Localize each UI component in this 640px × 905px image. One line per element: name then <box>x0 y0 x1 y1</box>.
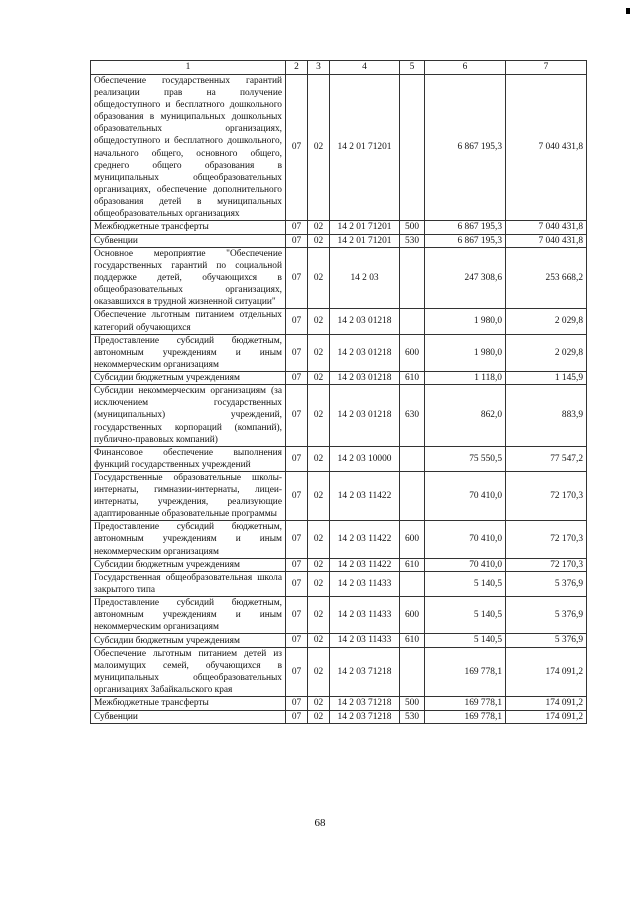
expense-type-cell <box>400 75 425 221</box>
header-cell: 4 <box>330 61 400 75</box>
target-article-cell: 14 2 01 71201 <box>330 234 400 247</box>
section-code-cell: 07 <box>286 634 308 647</box>
amount-year1-cell: 6 867 195,3 <box>425 75 506 221</box>
amount-year1-cell: 1 980,0 <box>425 309 506 334</box>
expense-type-cell: 600 <box>400 334 425 371</box>
amount-year1-cell: 169 778,1 <box>425 647 506 696</box>
item-name-cell: Субсидии бюджетным учреждениям <box>91 371 286 384</box>
item-name-cell: Межбюджетные трансферты <box>91 221 286 234</box>
item-name-cell: Субвенции <box>91 710 286 723</box>
amount-year2-cell: 7 040 431,8 <box>506 234 587 247</box>
subsection-code-cell: 02 <box>308 446 330 471</box>
section-code-cell: 07 <box>286 710 308 723</box>
section-code-cell: 07 <box>286 75 308 221</box>
subsection-code-cell: 02 <box>308 234 330 247</box>
subsection-code-cell: 02 <box>308 647 330 696</box>
table-row <box>91 597 587 634</box>
table-row <box>91 446 587 471</box>
target-article-cell: 14 2 03 71218 <box>330 710 400 723</box>
section-code-cell: 07 <box>286 558 308 571</box>
target-article-cell: 14 2 03 10000 <box>330 446 400 471</box>
table-row <box>91 558 587 571</box>
amount-year2-cell: 2 029,8 <box>506 309 587 334</box>
section-code-cell: 07 <box>286 221 308 234</box>
table-row <box>91 334 587 371</box>
header-cell: 1 <box>91 61 286 75</box>
target-article-cell: 14 2 03 71218 <box>330 647 400 696</box>
amount-year1-cell: 1 980,0 <box>425 334 506 371</box>
section-code-cell: 07 <box>286 471 308 520</box>
target-article-cell: 14 2 03 71218 <box>330 697 400 710</box>
amount-year1-cell: 169 778,1 <box>425 710 506 723</box>
expense-type-cell <box>400 446 425 471</box>
amount-year2-cell: 7 040 431,8 <box>506 75 587 221</box>
subsection-code-cell: 02 <box>308 634 330 647</box>
item-name-cell: Государственная общеобразовательная школа закрытого типа <box>91 572 286 597</box>
item-name-cell: Обеспечение государственных гарантий реализации прав на получение общедоступного и бесплатного дошкольного образования в муниципальных дошкольных образовательных организациях, общедоступного и бесплатного дошкольного, начального общего, основного общего, среднего общего образования в муниципальных общеобразовательных организациях, обеспечение дополнительного образования детей в муниципальных общеобразовательных организациях <box>91 75 286 221</box>
subsection-code-cell: 02 <box>308 385 330 446</box>
header-cell: 2 <box>286 61 308 75</box>
section-code-cell: 07 <box>286 597 308 634</box>
table-row <box>91 697 587 710</box>
item-name-cell: Субсидии бюджетным учреждениям <box>91 634 286 647</box>
target-article-cell: 14 2 03 11433 <box>330 572 400 597</box>
amount-year2-cell: 2 029,8 <box>506 334 587 371</box>
target-article-cell: 14 2 01 71201 <box>330 75 400 221</box>
subsection-code-cell: 02 <box>308 334 330 371</box>
item-name-cell: Основное мероприятие "Обеспечение государственных гарантий по социальной поддержке детей, обучающихся в общеобразовательных организациях, оказавшихся в трудной жизненной ситуации" <box>91 247 286 308</box>
page-number: 68 <box>314 817 326 829</box>
target-article-cell: 14 2 03 11422 <box>330 471 400 520</box>
expense-type-cell: 610 <box>400 371 425 384</box>
target-article-cell: 14 2 03 01218 <box>330 334 400 371</box>
table-row <box>91 385 587 446</box>
table-row <box>91 221 587 234</box>
target-article-cell: 14 2 03 01218 <box>330 371 400 384</box>
amount-year1-cell: 247 308,6 <box>425 247 506 308</box>
target-article-cell: 14 2 03 11422 <box>330 558 400 571</box>
expense-type-cell: 600 <box>400 597 425 634</box>
amount-year1-cell: 6 867 195,3 <box>425 234 506 247</box>
header-cell: 3 <box>308 61 330 75</box>
subsection-code-cell: 02 <box>308 597 330 634</box>
amount-year1-cell: 6 867 195,3 <box>425 221 506 234</box>
budget-table <box>90 60 587 724</box>
amount-year1-cell: 5 140,5 <box>425 597 506 634</box>
table-row <box>91 572 587 597</box>
table-row <box>91 521 587 558</box>
expense-type-cell: 630 <box>400 385 425 446</box>
subsection-code-cell: 02 <box>308 471 330 520</box>
expense-type-cell <box>400 572 425 597</box>
table-row <box>91 634 587 647</box>
item-name-cell: Предоставление субсидий бюджетным, автономным учреждениям и иным некоммерческим организациям <box>91 597 286 634</box>
header-cell: 5 <box>400 61 425 75</box>
expense-type-cell: 610 <box>400 634 425 647</box>
expense-type-cell: 610 <box>400 558 425 571</box>
target-article-cell: 14 2 03 <box>330 247 400 308</box>
expense-type-cell <box>400 471 425 520</box>
section-code-cell: 07 <box>286 334 308 371</box>
amount-year2-cell: 253 668,2 <box>506 247 587 308</box>
amount-year2-cell: 72 170,3 <box>506 471 587 520</box>
target-article-cell: 14 2 01 71201 <box>330 221 400 234</box>
item-name-cell: Государственные образовательные школы-интернаты, гимназии-интернаты, лицеи-интернаты, учреждения, реализующие адаптированные образовательные программы <box>91 471 286 520</box>
subsection-code-cell: 02 <box>308 521 330 558</box>
section-code-cell: 07 <box>286 247 308 308</box>
amount-year2-cell: 5 376,9 <box>506 572 587 597</box>
amount-year1-cell: 862,0 <box>425 385 506 446</box>
section-code-cell: 07 <box>286 446 308 471</box>
subsection-code-cell: 02 <box>308 75 330 221</box>
table-row <box>91 647 587 696</box>
target-article-cell: 14 2 03 01218 <box>330 385 400 446</box>
section-code-cell: 07 <box>286 385 308 446</box>
subsection-code-cell: 02 <box>308 221 330 234</box>
subsection-code-cell: 02 <box>308 247 330 308</box>
expense-type-cell: 530 <box>400 710 425 723</box>
section-code-cell: 07 <box>286 572 308 597</box>
table-row <box>91 247 587 308</box>
amount-year1-cell: 70 410,0 <box>425 471 506 520</box>
amount-year1-cell: 70 410,0 <box>425 521 506 558</box>
table-row <box>91 710 587 723</box>
header-cell: 6 <box>425 61 506 75</box>
header-row <box>91 61 587 75</box>
item-name-cell: Субвенции <box>91 234 286 247</box>
table-row <box>91 234 587 247</box>
amount-year1-cell: 5 140,5 <box>425 572 506 597</box>
amount-year1-cell: 70 410,0 <box>425 558 506 571</box>
item-name-cell: Субсидии бюджетным учреждениям <box>91 558 286 571</box>
item-name-cell: Субсидии некоммерческим организациям (за исключением государственных (муниципальных) учреждений, государственных корпораций (компаний), публично-правовых компаний) <box>91 385 286 446</box>
target-article-cell: 14 2 03 01218 <box>330 309 400 334</box>
expense-type-cell <box>400 647 425 696</box>
expense-type-cell: 600 <box>400 521 425 558</box>
amount-year2-cell: 174 091,2 <box>506 647 587 696</box>
target-article-cell: 14 2 03 11433 <box>330 634 400 647</box>
amount-year1-cell: 1 118,0 <box>425 371 506 384</box>
section-code-cell: 07 <box>286 234 308 247</box>
section-code-cell: 07 <box>286 697 308 710</box>
subsection-code-cell: 02 <box>308 558 330 571</box>
amount-year2-cell: 77 547,2 <box>506 446 587 471</box>
target-article-cell: 14 2 03 11422 <box>330 521 400 558</box>
item-name-cell: Межбюджетные трансферты <box>91 697 286 710</box>
expense-type-cell <box>400 247 425 308</box>
amount-year2-cell: 72 170,3 <box>506 521 587 558</box>
scan-mark <box>626 8 630 14</box>
expense-type-cell <box>400 309 425 334</box>
amount-year2-cell: 72 170,3 <box>506 558 587 571</box>
expense-type-cell: 500 <box>400 221 425 234</box>
section-code-cell: 07 <box>286 521 308 558</box>
section-code-cell: 07 <box>286 647 308 696</box>
amount-year2-cell: 5 376,9 <box>506 597 587 634</box>
section-code-cell: 07 <box>286 309 308 334</box>
amount-year2-cell: 174 091,2 <box>506 697 587 710</box>
expense-type-cell: 500 <box>400 697 425 710</box>
amount-year2-cell: 883,9 <box>506 385 587 446</box>
amount-year2-cell: 5 376,9 <box>506 634 587 647</box>
header-cell: 7 <box>506 61 587 75</box>
item-name-cell: Обеспечение льготным питанием отдельных категорий обучающихся <box>91 309 286 334</box>
table-row <box>91 371 587 384</box>
table-row <box>91 309 587 334</box>
amount-year1-cell: 75 550,5 <box>425 446 506 471</box>
target-article-cell: 14 2 03 11433 <box>330 597 400 634</box>
item-name-cell: Обеспечение льготным питанием детей из малоимущих семей, обучающихся в муниципальных общеобразовательных организациях Забайкальского края <box>91 647 286 696</box>
subsection-code-cell: 02 <box>308 371 330 384</box>
subsection-code-cell: 02 <box>308 572 330 597</box>
subsection-code-cell: 02 <box>308 309 330 334</box>
section-code-cell: 07 <box>286 371 308 384</box>
amount-year1-cell: 169 778,1 <box>425 697 506 710</box>
table-row <box>91 75 587 221</box>
amount-year2-cell: 1 145,9 <box>506 371 587 384</box>
amount-year2-cell: 174 091,2 <box>506 710 587 723</box>
subsection-code-cell: 02 <box>308 710 330 723</box>
item-name-cell: Предоставление субсидий бюджетным, автономным учреждениям и иным некоммерческим организациям <box>91 521 286 558</box>
expense-type-cell: 530 <box>400 234 425 247</box>
amount-year2-cell: 7 040 431,8 <box>506 221 587 234</box>
table-row <box>91 471 587 520</box>
item-name-cell: Предоставление субсидий бюджетным, автономным учреждениям и иным некоммерческим организациям <box>91 334 286 371</box>
subsection-code-cell: 02 <box>308 697 330 710</box>
amount-year1-cell: 5 140,5 <box>425 634 506 647</box>
item-name-cell: Финансовое обеспечение выполнения функций государственных учреждений <box>91 446 286 471</box>
